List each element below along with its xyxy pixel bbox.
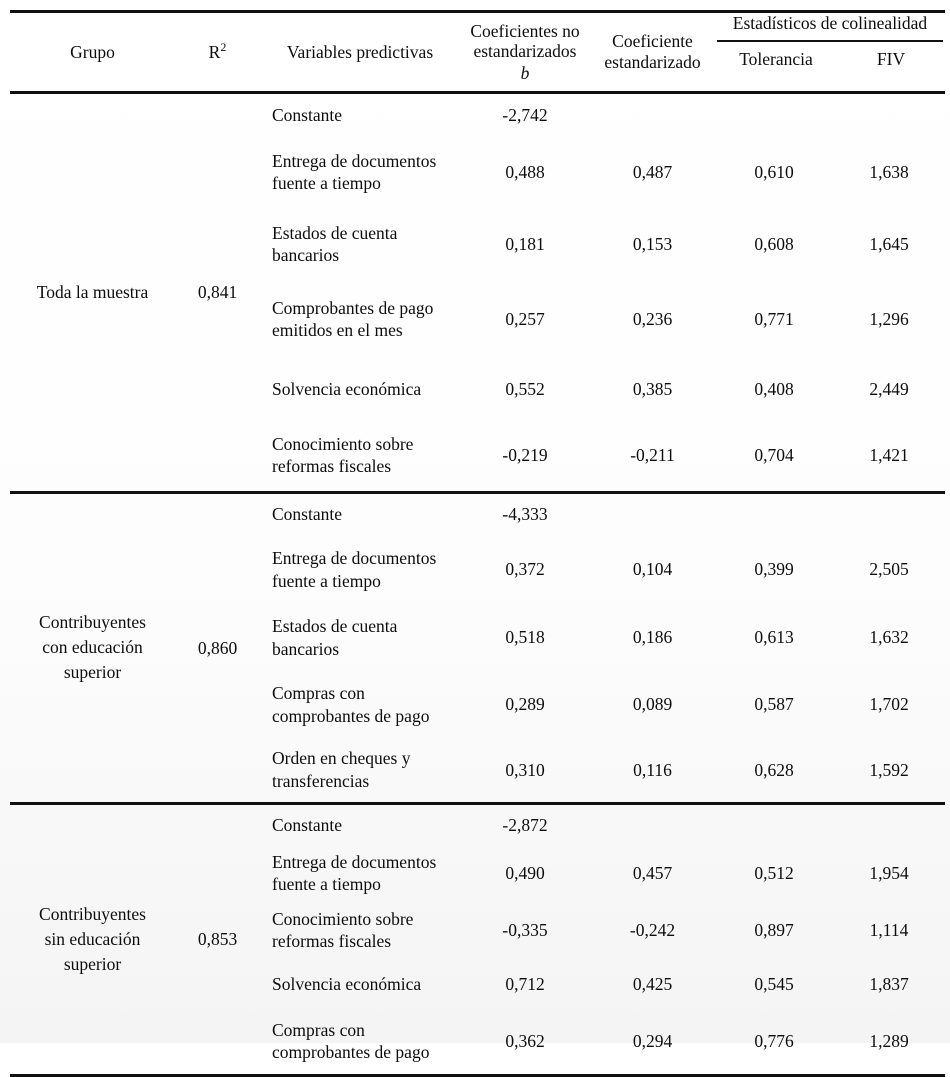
coefficient-b-cell: 0,310 bbox=[505, 759, 545, 780]
predictor-variable-line: bancarios bbox=[272, 245, 340, 265]
unstandardized-b-symbol: b bbox=[520, 62, 530, 83]
predictor-variable-cell bbox=[260, 358, 460, 420]
fiv-cell: 1,638 bbox=[869, 161, 909, 182]
predictor-variable-line: Entrega de documentos bbox=[272, 150, 437, 171]
table-row bbox=[10, 805, 945, 845]
r2-value-cell: 0,841 bbox=[197, 282, 238, 303]
group-label-line: Contribuyentes bbox=[39, 612, 146, 633]
standardized-coefficient-cell: 0,153 bbox=[632, 233, 673, 254]
column-header-fiv: FIV bbox=[876, 48, 906, 69]
predictor-variable-cell bbox=[260, 208, 460, 280]
tolerance-cell: 0,613 bbox=[754, 627, 794, 648]
predictor-variable-cell bbox=[260, 136, 460, 208]
tolerance-cell: 0,399 bbox=[754, 559, 794, 580]
coefficient-b-cell: 0,490 bbox=[505, 862, 545, 883]
r2-value-cell: 0,860 bbox=[197, 637, 238, 658]
coefficient-b-cell: 0,552 bbox=[505, 378, 545, 399]
r2-value-cell: 0,853 bbox=[197, 929, 238, 950]
tolerance-cell: 0,897 bbox=[754, 919, 794, 940]
predictor-variable-line: Constante bbox=[272, 504, 342, 525]
predictor-variable-line: Solvencia económica bbox=[272, 378, 422, 399]
column-header-unstandardized: Coeficientes no estandarizados b bbox=[460, 13, 590, 93]
predictor-variable-cell bbox=[260, 901, 460, 959]
predictor-variable-line: fuente a tiempo bbox=[272, 874, 381, 894]
predictor-variable-line: reformas fiscales bbox=[272, 456, 392, 477]
coefficient-b-cell: 0,289 bbox=[505, 694, 545, 715]
r2-exponent: 2 bbox=[220, 39, 227, 54]
table-row bbox=[10, 494, 945, 536]
standardized-coefficient-cell: 0,089 bbox=[632, 694, 673, 715]
tolerance-cell: 0,545 bbox=[754, 973, 794, 994]
predictor-variable-line: Estados de cuenta bbox=[272, 616, 398, 637]
predictor-variable-cell bbox=[260, 738, 460, 804]
standardized-coefficient-cell: 0,385 bbox=[632, 378, 673, 399]
fiv-cell bbox=[833, 805, 945, 845]
tolerance-cell bbox=[715, 805, 833, 845]
predictor-variable-line: Entrega de documentos bbox=[272, 548, 437, 569]
tolerance-cell bbox=[715, 94, 833, 136]
coefficient-b-cell: 0,518 bbox=[505, 627, 545, 648]
fiv-cell: 1,592 bbox=[869, 759, 909, 780]
fiv-cell: 2,449 bbox=[869, 378, 909, 399]
predictor-variable-cell bbox=[260, 672, 460, 738]
group-label-cell bbox=[10, 94, 175, 492]
standardized-coefficient-cell: 0,236 bbox=[632, 308, 673, 329]
predictor-variable-cell bbox=[260, 845, 460, 901]
fiv-cell bbox=[833, 94, 945, 136]
predictor-variable-line: fuente a tiempo bbox=[272, 570, 381, 591]
column-header-variables: Variables predictivas bbox=[286, 41, 434, 62]
standardized-coefficient-cell: -0,211 bbox=[630, 445, 675, 466]
tolerance-cell bbox=[715, 494, 833, 536]
fiv-cell: 1,632 bbox=[869, 627, 909, 648]
predictor-variable-line: Compras con bbox=[272, 683, 365, 704]
coefficient-b-cell: -0,335 bbox=[502, 919, 548, 940]
coefficient-b-cell: 0,257 bbox=[505, 308, 545, 329]
fiv-cell: 1,289 bbox=[869, 1031, 909, 1052]
predictor-variable-line: Entrega de documentos bbox=[272, 851, 437, 872]
group-label-line: Contribuyentes bbox=[39, 903, 146, 924]
predictor-variable-cell bbox=[260, 94, 460, 136]
group-label-line: superior bbox=[63, 953, 122, 974]
column-header-standardized: Coeficiente estandarizado bbox=[604, 31, 701, 72]
tolerance-cell: 0,704 bbox=[754, 445, 794, 466]
coefficient-b-cell: -2,742 bbox=[502, 104, 548, 125]
predictor-variable-cell bbox=[260, 280, 460, 358]
standardized-coefficient-cell: 0,457 bbox=[632, 862, 673, 883]
predictor-variable-cell bbox=[260, 604, 460, 672]
predictor-variable-cell bbox=[260, 494, 460, 536]
tolerance-cell: 0,408 bbox=[754, 378, 794, 399]
group-label-cell bbox=[10, 805, 175, 1075]
regression-results-table bbox=[10, 10, 945, 1077]
standardized-coefficient-cell bbox=[590, 494, 715, 536]
tolerance-cell: 0,776 bbox=[754, 1031, 794, 1052]
predictor-variable-line: fuente a tiempo bbox=[272, 173, 381, 193]
tolerance-cell: 0,608 bbox=[754, 233, 794, 254]
column-header-group: Grupo bbox=[70, 41, 115, 62]
predictor-variable-line: Estados de cuenta bbox=[272, 222, 398, 243]
tolerance-cell: 0,628 bbox=[754, 759, 794, 780]
standardized-coefficient-cell: -0,242 bbox=[629, 919, 676, 940]
fiv-cell: 2,505 bbox=[869, 559, 909, 580]
fiv-cell: 1,421 bbox=[869, 445, 909, 466]
tolerance-cell: 0,771 bbox=[754, 308, 794, 329]
column-header-r2: $R^2$ bbox=[208, 39, 227, 62]
predictor-variable-line: transferencias bbox=[272, 770, 370, 791]
fiv-cell: 1,954 bbox=[869, 862, 909, 883]
coefficient-b-cell: 0,712 bbox=[505, 973, 545, 994]
predictor-variable-line: Orden en cheques y bbox=[272, 748, 411, 769]
standardized-coefficient-cell: 0,186 bbox=[632, 627, 673, 648]
predictor-variable-cell bbox=[260, 420, 460, 492]
predictor-variable-line: comprobantes de pago bbox=[272, 705, 430, 726]
predictor-variable-cell bbox=[260, 959, 460, 1009]
header-row bbox=[10, 13, 945, 93]
coefficient-b-cell: -2,872 bbox=[502, 814, 548, 835]
fiv-cell: 1,837 bbox=[869, 973, 909, 994]
fiv-cell bbox=[833, 494, 945, 536]
standardized-coefficient-cell: 0,294 bbox=[632, 1031, 673, 1052]
group-label-cell bbox=[10, 494, 175, 804]
predictor-variable-line: comprobantes de pago bbox=[272, 1042, 430, 1063]
predictor-variable-line: Conocimiento sobre bbox=[272, 908, 414, 929]
bottom-rule bbox=[10, 1075, 945, 1077]
predictor-variable-line: Constante bbox=[272, 104, 342, 125]
predictor-variable-line: Compras con bbox=[272, 1019, 365, 1040]
predictor-variable-line: reformas fiscales bbox=[272, 931, 392, 951]
table-header bbox=[10, 12, 945, 95]
fiv-cell: 1,645 bbox=[869, 233, 909, 254]
predictor-variable-line: emitidos en el mes bbox=[272, 320, 403, 340]
predictor-variable-line: Constante bbox=[272, 814, 342, 835]
predictor-variable-cell bbox=[260, 536, 460, 604]
coefficient-b-cell: 0,372 bbox=[505, 559, 545, 580]
table-row bbox=[10, 94, 945, 136]
table-body bbox=[10, 94, 945, 1077]
standardized-coefficient-cell: 0,116 bbox=[633, 759, 672, 780]
predictor-variable-cell bbox=[260, 1009, 460, 1075]
standardized-coefficient-cell: 0,487 bbox=[632, 161, 673, 182]
tolerance-cell: 0,610 bbox=[754, 161, 794, 182]
coefficient-b-cell: 0,488 bbox=[505, 161, 545, 182]
coefficient-b-cell: -4,333 bbox=[502, 504, 548, 525]
predictor-variable-line: Comprobantes de pago bbox=[272, 297, 434, 318]
predictor-variable-line: Conocimiento sobre bbox=[272, 433, 414, 454]
standardized-coefficient-cell: 0,104 bbox=[632, 559, 673, 580]
column-header-collinearity: Estadísticos de colinealidad Tolerancia FIV bbox=[715, 13, 945, 93]
coefficient-b-cell: -0,219 bbox=[502, 445, 548, 466]
fiv-cell: 1,114 bbox=[869, 919, 909, 940]
tolerance-cell: 0,587 bbox=[754, 694, 794, 715]
group-label-line: sin educación bbox=[44, 928, 141, 949]
coefficient-b-cell: 0,362 bbox=[505, 1031, 545, 1052]
fiv-cell: 1,702 bbox=[869, 694, 909, 715]
group-label-line: superior bbox=[63, 662, 122, 683]
standardized-coefficient-cell: 0,425 bbox=[632, 973, 673, 994]
predictor-variable-cell bbox=[260, 805, 460, 845]
predictor-variable-line: bancarios bbox=[272, 638, 340, 659]
standardized-coefficient-cell bbox=[590, 94, 715, 136]
standardized-coefficient-cell bbox=[590, 805, 715, 845]
predictor-variable-line: Solvencia económica bbox=[272, 973, 422, 994]
coefficient-b-cell: 0,181 bbox=[505, 233, 545, 254]
tolerance-cell: 0,512 bbox=[754, 862, 794, 883]
column-header-tolerance: Tolerancia bbox=[739, 48, 813, 69]
group-label-line: Toda la muestra bbox=[36, 281, 149, 302]
fiv-cell: 1,296 bbox=[869, 308, 909, 329]
group-label-line: con educación bbox=[42, 637, 143, 658]
